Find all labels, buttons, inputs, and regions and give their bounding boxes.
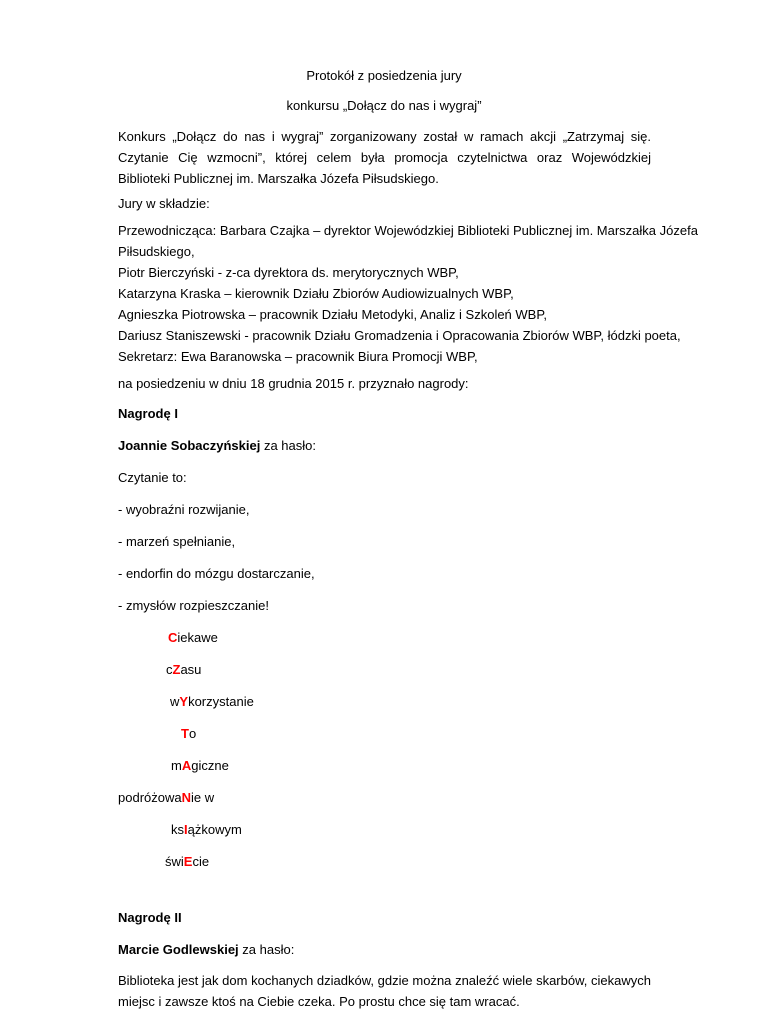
poem-line: - endorfin do mózgu dostarczanie, bbox=[118, 566, 315, 581]
prize-2-heading: Nagrodę II bbox=[118, 910, 182, 925]
jury-member: Piłsudskiego, bbox=[118, 244, 195, 259]
jury-members-list bbox=[118, 220, 698, 367]
prize-1-winner-line bbox=[118, 438, 316, 454]
acrostic-key-letter: A bbox=[181, 758, 192, 773]
acrostic-line: Ciekawe bbox=[168, 630, 218, 645]
jury-heading: Jury w składzie: bbox=[118, 196, 210, 211]
acrostic-line: cZasu bbox=[166, 662, 202, 677]
jury-member: Dariusz Staniszewski - pracownik Działu Gromadzenia i Opracowania Zbiorów WBP, łódzki poeta, bbox=[118, 328, 681, 343]
acrostic-line: To bbox=[181, 726, 197, 741]
protocol-title: Protokół z posiedzenia jury bbox=[306, 68, 462, 83]
acrostic-line: podróżowaNie w bbox=[118, 790, 215, 805]
prize-2-winner-line bbox=[118, 942, 294, 958]
prize-2-winner: Marcie Godlewskiej bbox=[118, 942, 239, 957]
acrostic-line: mAgiczne bbox=[171, 758, 229, 773]
acrostic-key-letter: Z bbox=[172, 662, 181, 677]
meeting-statement: na posiedzeniu w dniu 18 grudnia 2015 r. przyznało nagrody: bbox=[118, 376, 469, 391]
prize-1-winner: Joannie Sobaczyńskiej bbox=[118, 438, 261, 453]
prize-2-suffix: za hasło: bbox=[238, 942, 295, 957]
acrostic-key-letter: T bbox=[181, 726, 189, 741]
jury-member: Agnieszka Piotrowska – pracownik Działu Metodyki, Analiz i Szkoleń WBP, bbox=[118, 307, 547, 322]
jury-member: Katarzyna Kraska – kierownik Działu Zbiorów Audiowizualnych WBP, bbox=[118, 286, 514, 301]
poem-line: - wyobraźni rozwijanie, bbox=[118, 502, 250, 517]
prize-1-heading: Nagrodę I bbox=[118, 406, 178, 421]
acrostic-key-letter: E bbox=[183, 854, 193, 869]
jury-member: Sekretarz: Ewa Baranowska – pracownik Biura Promocji WBP, bbox=[118, 349, 478, 364]
jury-member: Przewodnicząca: Barbara Czajka – dyrektor Wojewódzkiej Biblioteki Publicznej im. Marszałka Józefa bbox=[118, 223, 698, 238]
contest-title: konkursu „Dołącz do nas i wygraj” bbox=[286, 98, 482, 113]
acrostic-key-letter: N bbox=[181, 790, 191, 805]
poem-line: - marzeń spełnianie, bbox=[118, 534, 236, 549]
poem-intro: Czytanie to: bbox=[118, 470, 187, 485]
acrostic-key-letter: C bbox=[168, 630, 178, 645]
prize-2-text: Biblioteka jest jak dom kochanych dziadków, gdzie można znaleźć wiele skarbów, ciekawych miejsc i zawsze ktoś na Ciebie czeka. Po prostu chce się tam wracać. bbox=[118, 973, 651, 1009]
acrostic-line: świEcie bbox=[165, 854, 210, 869]
acrostic-line: ksIążkowym bbox=[171, 822, 242, 837]
acrostic-line: wYkorzystanie bbox=[170, 694, 254, 709]
prize-1-suffix: za hasło: bbox=[260, 438, 316, 453]
intro-paragraph: Konkurs „Dołącz do nas i wygraj” zorganizowany został w ramach akcji „Zatrzymaj się. Czytanie Cię wzmocni”, której celem była promocja czytelnictwa oraz Wojewódzkiej Biblioteki Publicznej im. Marszałka Józefa Piłsudskiego. bbox=[118, 129, 651, 186]
acrostic-key-letter: Y bbox=[179, 694, 189, 709]
jury-member: Piotr Bierczyński - z-ca dyrektora ds. merytorycznych WBP, bbox=[118, 265, 459, 280]
acrostic-key-letter: I bbox=[184, 822, 188, 837]
poem-line: - zmysłów rozpieszczanie! bbox=[118, 598, 269, 613]
